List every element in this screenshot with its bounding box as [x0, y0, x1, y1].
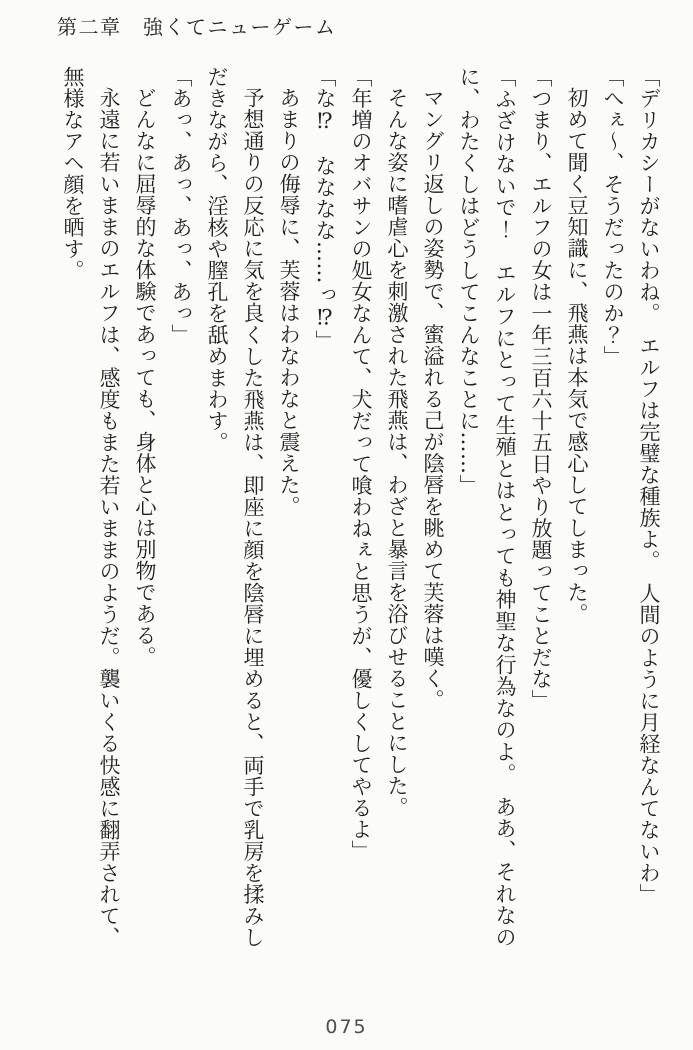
page-body-text — [55, 66, 667, 948]
paragraph: 永遠に若いままのエルフは、感度もまた若いままのようだ。襲いくる快感に翻弄されて、無様なアヘ顔を晒す。 — [61, 66, 121, 948]
paragraph: あまりの侮辱に、芙蓉はわなわなと震えた。 — [277, 87, 301, 517]
paragraph: 予想通りの反応に気を良くした飛燕は、即座に顔を陰唇に埋めると、両手で乳房を揉みしだきながら、淫核や膣孔を舐めまわす。 — [205, 66, 265, 948]
chapter-header-title: 第二章 強くてニューゲーム — [57, 15, 337, 39]
page-number: 075 — [325, 1016, 368, 1038]
paragraph: どんなに屈辱的な体験であっても、身体と心は別物である。 — [133, 87, 157, 668]
paragraph: 「へぇ〜、そうだったのか？」 — [601, 66, 625, 367]
paragraph: 「つまり、エルフの女は一年三百六十五日やり放題ってことだな」 — [529, 66, 553, 711]
paragraph: 「あっ、あっ、あっ、あっ」 — [169, 66, 193, 346]
paragraph: 「な⁉ なななな……っ⁉」 — [313, 66, 337, 352]
paragraph: 初めて聞く豆知識に、飛燕は本気で感心してしまった。 — [565, 87, 589, 625]
paragraph: 「デリカシーがないわね。 エルフは完璧な種族よ。 人間のように月経なんてないわ」 — [637, 66, 661, 905]
paragraph: 「ふざけないで！ エルフにとって生殖とはとっても神聖な行為なのよ。 ああ、それなのに、わたくしはどうしてこんなことに……」 — [457, 66, 517, 948]
paragraph: 「年増のオバサンの処女なんて、犬だって喰わねぇと思うが、優しくしてやるよ」 — [349, 66, 373, 862]
paragraph: そんな姿に嗜虐心を刺激された飛燕は、わざと暴言を浴びせることにした。 — [385, 87, 409, 818]
paragraph: マングリ返しの姿勢で、蜜溢れる己が陰唇を眺めて芙蓉は嘆く。 — [421, 87, 445, 711]
